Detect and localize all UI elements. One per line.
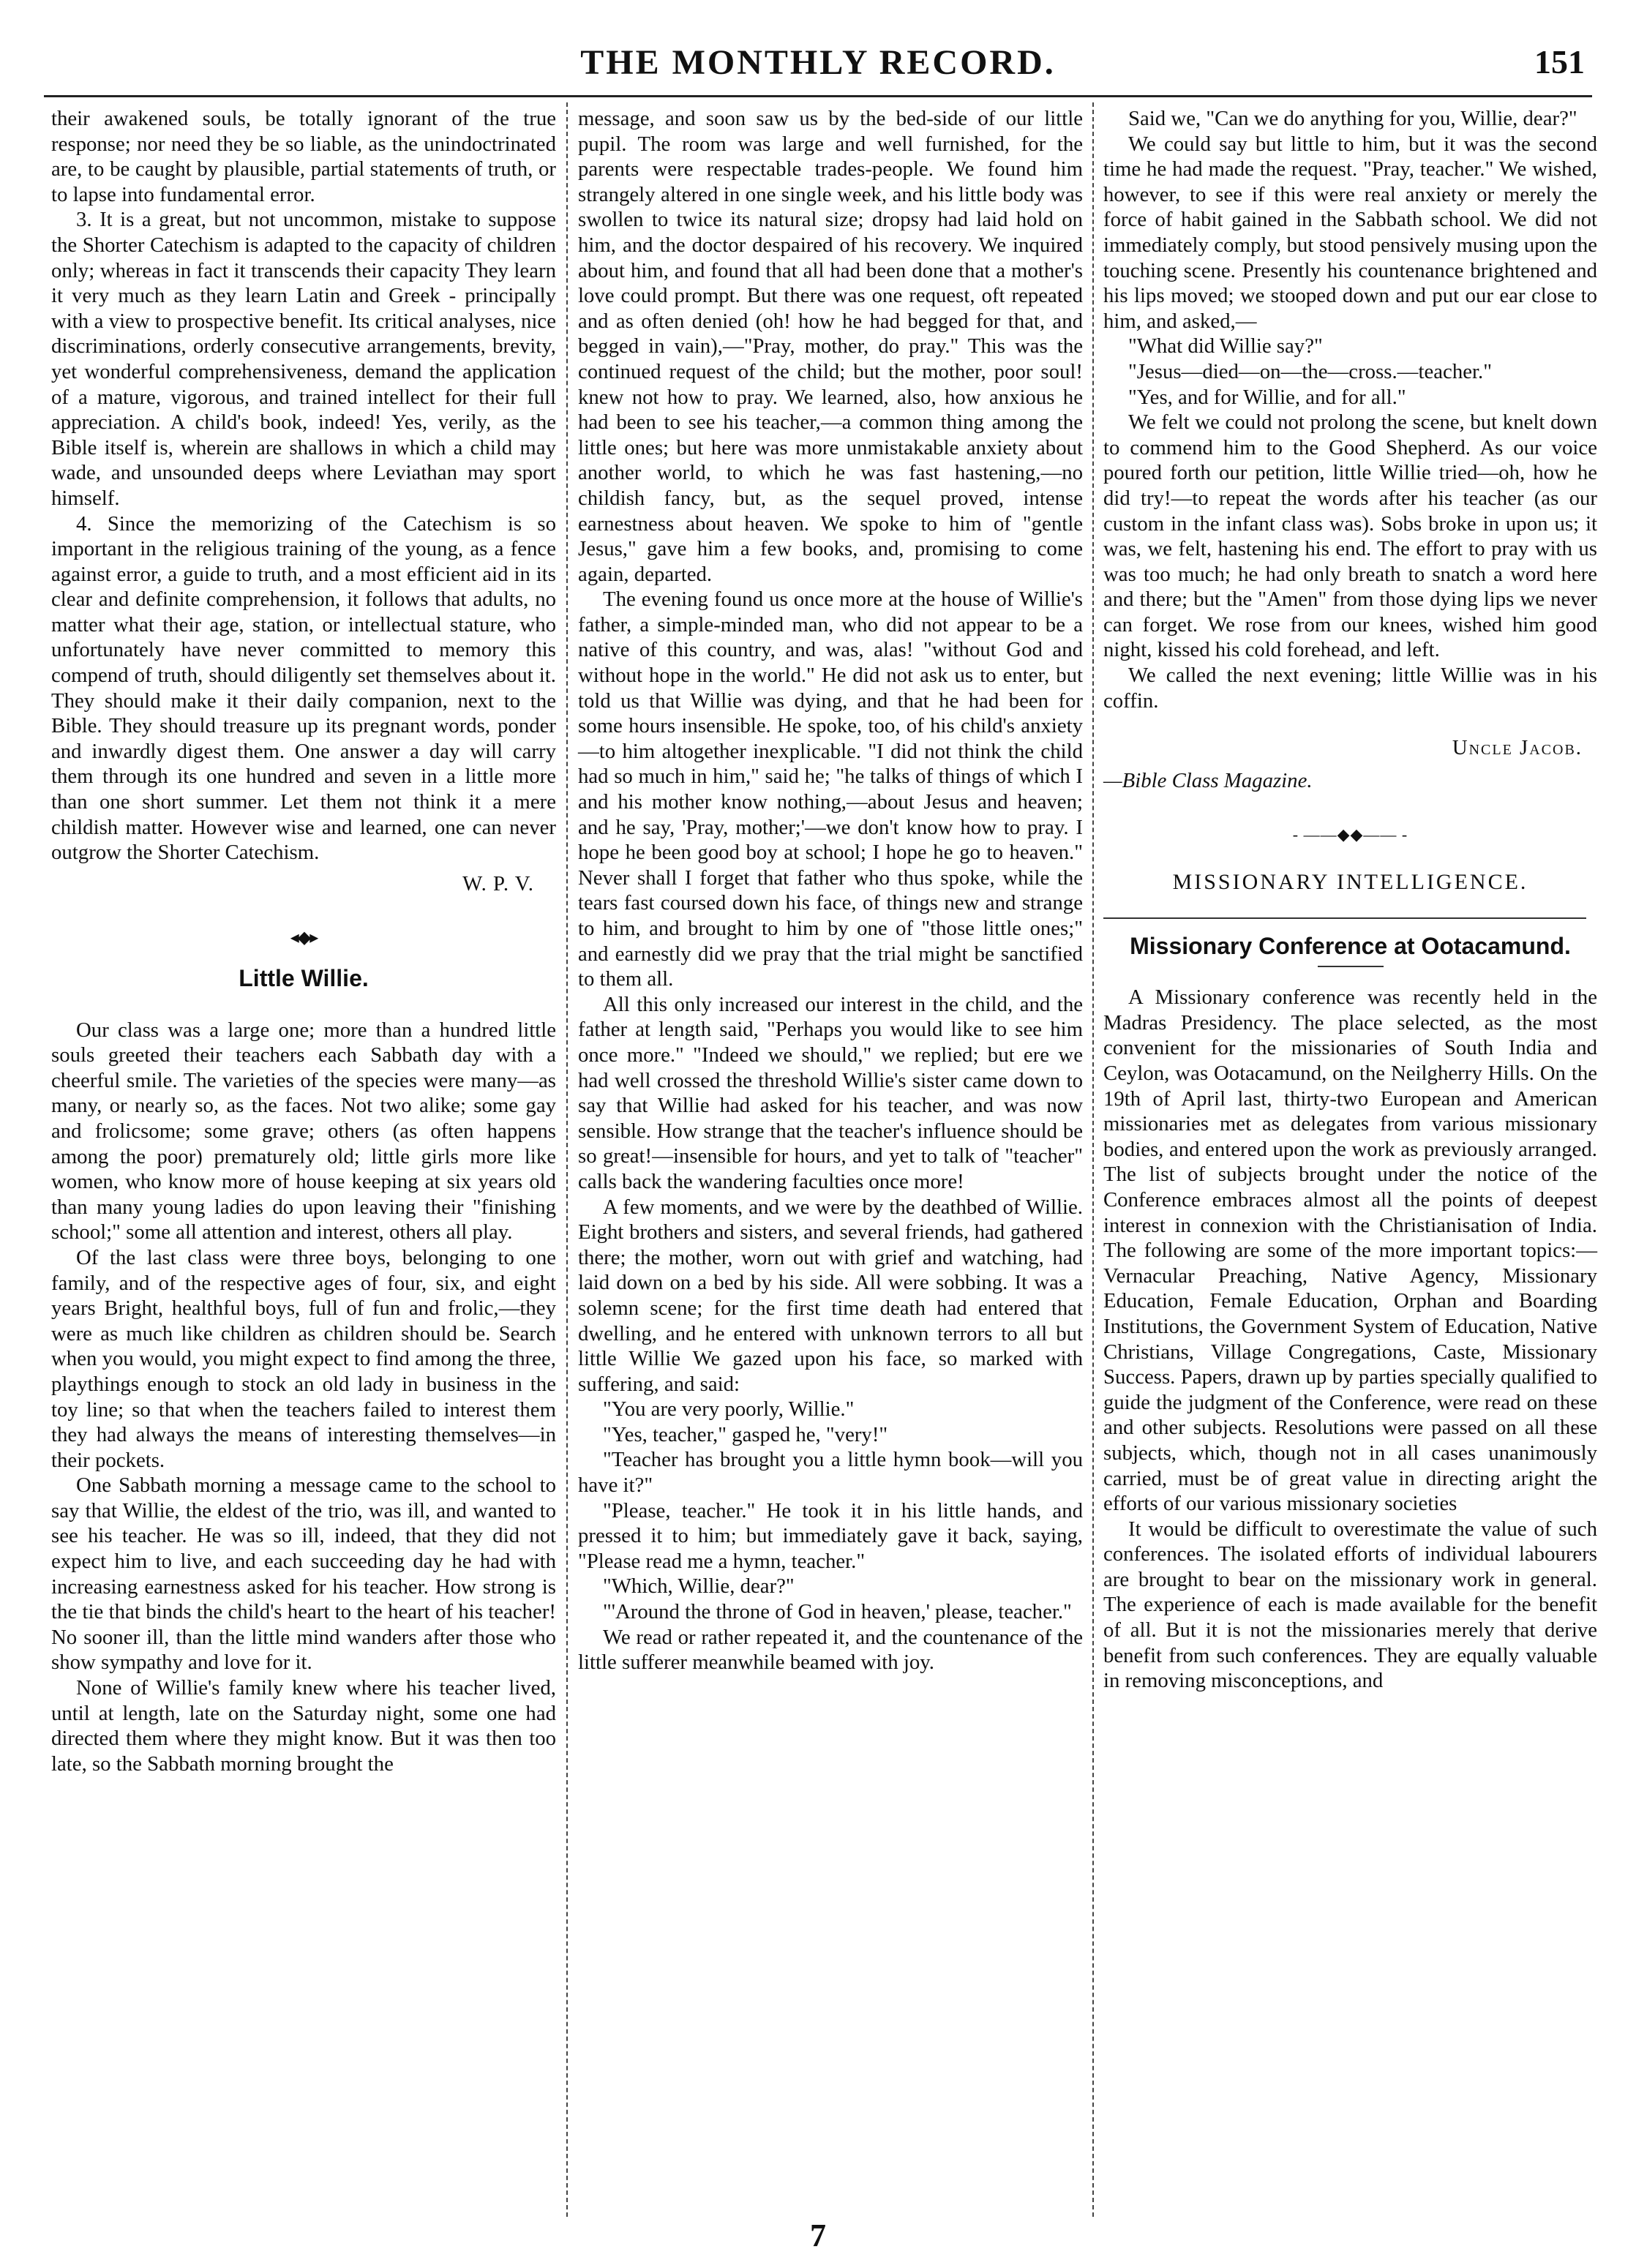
paragraph: The evening found us once more at the house of Willie's father, a simple-minded man, who did not appear to be a native of this country, and was, alas! "without God and without hope in the world." He did not ask us to enter, but told us that Willie was dying, and that he had been for some hours insensible. He spoke, too, of his child's anxiety—to him altogether inexplicable. "I did not think the child had so much in him," said he; "he talks of things of which I and his mother know nothing,—about Jesus and heaven; and he say, 'Pray, mother;'—we don't know how to pray. I hope he been good boy at school; I hope he go to heaven." Never shall I forget that father who thus spoke, while the tears fast coursed down his face, of things new and strange to him, and brought to him by one of "those little ones;" and earnestly did we pray that the trial might be sanctified to them all.	[578, 587, 1083, 991]
heading-rule	[1103, 917, 1586, 919]
paragraph: We felt we could not prolong the scene, but knelt down to commend him to the Good Shepherd. As our voice poured forth our petition, little Willie tried—oh, how he did try!—to repeat the words after his teacher (as our custom in the infant class was). Sobs broke in upon us; it was, we felt, hastening his end. The effort to pray with us was too much; he had only breath to snatch a word here and there; but the "Amen" from those dying lips we never can forget. We rose from our knees, wished him good night, kissed his cold forehead, and left.	[1103, 410, 1597, 662]
paragraph: None of Willie's family knew where his teacher lived, until at length, late on the Saturday night, some one had directed them where they might know. But it was then too late, so the Sabbath morning brought the	[51, 1676, 556, 1776]
paragraph: "Teacher has brought you a little hymn book—will you have it?"	[578, 1448, 1083, 1498]
section-heading: MISSIONARY INTELLIGENCE.	[1172, 870, 1528, 895]
paragraph: All this only increased our interest in the child, and the father at length said, "Perhaps you would like to see him once more." "Indeed we should," we replied; but ere we had well crossed the threshold Willie's sister came down to say that Willie had asked for his teacher, and was now sensible. How strange that the teacher's influence should be so great!—insensible for hours, and yet to talk of "teacher" calls back the wandering faculties once more!	[578, 992, 1083, 1193]
article-title: Little Willie.	[239, 965, 369, 991]
paragraph: We could say but little to him, but it was the second time he had made the request. "Pray, teacher." We wished, however, to see if this were real anxiety or merely the force of habit gained in the Sabbath school. We did not immediately comply, but stood pensively musing upon the touching scene. Presently his countenance brightened and his lips moved; we stooped down and put our ear close to him, and asked,—	[1103, 132, 1597, 333]
title-underline	[1318, 966, 1384, 967]
paragraph: "Jesus—died—on—the—cross.—teacher."	[1128, 359, 1492, 383]
page-number: 151	[1534, 43, 1585, 80]
divider-ornament: ◂◆▸	[290, 928, 318, 948]
source-citation: —Bible Class Magazine.	[1103, 768, 1313, 792]
author-signature: W. P. V.	[462, 871, 534, 895]
column-right	[1103, 106, 1597, 1694]
column-left	[51, 106, 556, 1776]
article-title: Missionary Conference at Ootacamund.	[1130, 932, 1571, 959]
paragraph: "Yes, teacher," gasped he, "very!"	[603, 1422, 888, 1446]
paragraph: "Which, Willie, dear?"	[603, 1574, 795, 1599]
journal-title: THE MONTHLY RECORD.	[580, 43, 1056, 82]
divider-ornament: - ——◆◆—— -	[1292, 825, 1408, 844]
paragraph: their awakened souls, be totally ignorant of the true response; nor need they be so liable, as the unindoctrinated are, to be caught by plausible, partial statements of truth, or to lapse into fundamental error.	[51, 107, 556, 206]
paragraph: 4. Since the memorizing of the Catechism is so important in the religious training of the young, as a fence against error, a guide to truth, and a most efficient aid in its clear and definite comprehension, it follows that adults, no matter what their age, station, or intellectual stature, who unfortunately have never committed to memory this compend of truth, should diligently set themselves about it. They should make it their daily companion, next to the Bible. They should treasure up its pregnant words, ponder and inwardly digest them. One answer a day will carry them through its one hundred and seven in a little more than one short summer. Let them not think it a mere childish matter. However wise and learned, one can never outgrow the Shorter Catechism.	[51, 511, 556, 865]
paragraph: "You are very poorly, Willie."	[603, 1397, 855, 1422]
paragraph: A few moments, and we were by the deathbed of Willie. Eight brothers and sisters, and several friends, had gathered there; the mother, worn out with grief and watching, had laid down on a bed by his side. All were sobbing. It was a solemn scene; for the first time death had entered that dwelling, and he entered with unknown terrors to all but little Willie We gazed upon his face, so marked with suffering, and said:	[578, 1195, 1083, 1396]
paragraph: "Please, teacher." He took it in his little hands, and pressed it to him; but immediately gave it back, saying, "Please read me a hymn, teacher."	[578, 1498, 1083, 1573]
paragraph: "Yes, and for Willie, and for all."	[1128, 385, 1406, 409]
paragraph: Said we, "Can we do anything for you, Willie, dear?"	[1128, 107, 1577, 130]
page-header	[44, 37, 1592, 97]
paragraph: "What did Willie say?"	[1128, 334, 1323, 358]
column-middle	[578, 106, 1083, 2213]
column-divider	[566, 102, 568, 2217]
paragraph: Our class was a large one; more than a hundred little souls greeted their teachers each Sabbath day with a cheerful smile. The varieties of the species were many—as many, or nearly so, as the faces. Not two alike; some gay and frolicsome; some grave; others (as often happens among the poor) prematurely old; little girls more like women, who know more of house keeping at six years old than many young ladies do upon leaving their "finishing school;" some all attention and interest, others all play.	[51, 1018, 556, 1244]
paragraph: message, and soon saw us by the bed-side of our little pupil. The room was large and well furnished, for the parents were respectable trades-people. We found him strangely altered in one single week, and his little body was swollen to twice its natural size; dropsy had laid hold on him, and the doctor despaired of his recovery. We inquired about him, and found that all had been done that a mother's love could prompt. But there was one request, oft repeated and as often denied (oh! how he had begged for that, and begged in vain),—"Pray, mother, do pray." This was the continued request of the child; but the mother, poor soul! knew not how to pray. We learned, also, how anxious he had been to see his teacher,—a common thing among the little ones; but here was more unmistakable anxiety about another world, to which he was fast hastening,—no childish fancy, but, as the sequel proved, intense earnestness about heaven. We spoke to him of "gentle Jesus," gave him a few books, and, promising to come again, departed.	[578, 107, 1083, 586]
paragraph: We called the next evening; little Willie was in his coffin.	[1103, 664, 1597, 713]
paragraph: We read or rather repeated it, and the countenance of the little sufferer meanwhile beamed with joy.	[578, 1625, 1083, 1675]
paragraph: One Sabbath morning a message came to the school to say that Willie, the eldest of the trio, was ill, and wanted to see his teacher. He was so ill, indeed, that they did not expect him to live, and each succeeding day he had with increasing earnestness asked for his teacher. How strong is the tie that binds the child's heart to the heart of his teacher! No sooner ill, than the little mind wanders after those who show sympathy and love for it.	[51, 1473, 556, 1675]
signature-mark: 7	[810, 2218, 826, 2253]
paragraph: "'Around the throne of God in heaven,' please, teacher."	[603, 1600, 1072, 1624]
paragraph: A Missionary conference was recently held in the Madras Presidency. The place selected, as the most convenient for the missionaries of South India and Ceylon, was Ootacamund, on the Neilgherry Hills. On the 19th of April last, thirty-two European and American missionaries met as delegates from various missionary bodies, and entered upon the work as previously arranged. The list of subjects brought under the notice of the Conference embraces almost all the points of deepest interest in connexion with the Christianisation of India. The following are some of the more important topics:—Vernacular Preaching, Native Agency, Missionary Education, Female Education, Orphan and Boarding Institutions, the Government System of Education, Native Christians, Village Congregations, Caste, Missionary Success. Papers, drawn up by parties specially qualified to guide the judgment of the Conference, were read on these and other subjects. Resolutions were passed on all these subjects, which, though not in all cases unanimously carried, must be of great value in directing aright the efforts of our various missionary societies	[1103, 985, 1597, 1516]
paragraph: It would be difficult to overestimate the value of such conferences. The isolated efforts of individual labourers are brought to bear on the missionary work in general. The experience of each is made available for the benefit of all. But it is not the missionaries merely that derive benefit from such conferences. They are equally valuable in removing misconceptions, and	[1103, 1517, 1597, 1693]
author-signature: Uncle Jacob.	[1452, 736, 1583, 760]
column-divider	[1092, 102, 1094, 2217]
paragraph: Of the last class were three boys, belonging to one family, and of the respective ages of four, six, and eight years Bright, healthful boys, full of fun and frolic,—they were as much like children as children should be. Search when you would, you might expect to find among the three, playthings enough to stock an old lady in business in the toy line; so that when the teachers failed to interest them they had always the means of interesting themselves—in their pockets.	[51, 1245, 556, 1472]
paragraph: 3. It is a great, but not uncommon, mistake to suppose the Shorter Catechism is adapted to the capacity of children only; whereas in fact it transcends their capacity They learn it very much as they learn Latin and Greek - principally with a view to prospective benefit. Its critical analyses, nice discriminations, orderly consecutive arrangements, brevity, yet wonderful comprehensiveness, demand the application of a mature, vigorous, and trained intellect for their full appreciation. A child's book, indeed! Yes, verily, as the Bible itself is, wherein are shallows in which a child may wade, and unsounded deeps where Leviathan may sport himself.	[51, 208, 556, 510]
